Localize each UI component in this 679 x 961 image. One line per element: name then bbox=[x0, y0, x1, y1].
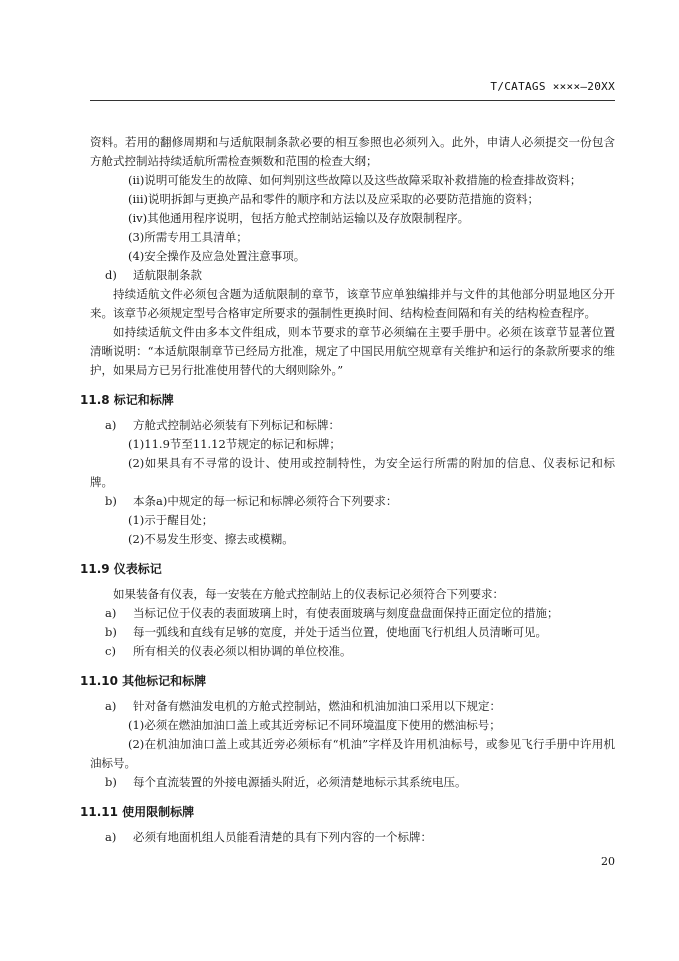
item-label: b) bbox=[105, 494, 117, 508]
item-text: 当标记位于仪表的表面玻璃上时，有使表面玻璃与刻度盘盘面保持正面定位的措施； bbox=[133, 606, 559, 620]
item-label: d) bbox=[105, 268, 117, 282]
paragraph: 如持续适航文件由多本文件组成，则本节要求的章节必须编在主要手册中。必须在该章节显著位置清晰说明：“本适航限制章节已经局方批准，规定了中国民用航空规章有关维护和运行的条款所要求的维护，如果局方已另行批准使用替代的大纲则除外。” bbox=[90, 325, 615, 377]
header-rule bbox=[90, 100, 615, 101]
list-item bbox=[90, 642, 615, 661]
list-item: (ii)说明可能发生的故障、如何判别这些故障以及这些故障采取补救措施的检查排故资料； bbox=[128, 173, 582, 187]
list-item bbox=[90, 266, 615, 285]
item-label: a) bbox=[105, 606, 117, 620]
item-label: a) bbox=[105, 830, 117, 844]
list-item bbox=[90, 604, 615, 623]
list-item bbox=[90, 623, 615, 642]
item-text: 针对备有燃油发电机的方舱式控制站，燃油和机油加油口采用以下规定： bbox=[133, 699, 501, 713]
page-number: 20 bbox=[601, 855, 615, 868]
item-text: 方舱式控制站必须装有下列标记和标牌： bbox=[133, 418, 340, 432]
paragraph: 持续适航文件必须包含题为适航限制的章节，该章节应单独编排并与文件的其他部分明显地区分开来。该章节必须规定型号合格审定所要求的强制性更换时间、结构检查间隔和有关的结构检查程序。 bbox=[90, 287, 615, 320]
paragraph: 资料。若用的翻修周期和与适航限制条款必要的相互参照也必须列入。此外，申请人必须提交一份包含方舱式控制站持续适航所需检查频数和范围的检查大纲； bbox=[90, 135, 615, 168]
list-item: (2)如果具有不寻常的设计、使用或控制特性，为安全运行所需的附加的信息、仪表标记和标牌。 bbox=[90, 456, 615, 489]
section-heading: 11.9 仪表标记 bbox=[80, 562, 162, 576]
section-heading: 11.11 使用限制标牌 bbox=[80, 805, 195, 819]
item-label: a) bbox=[105, 418, 117, 432]
item-text: 本条a)中规定的每一标记和标牌必须符合下列要求： bbox=[133, 494, 398, 508]
item-text: 适航限制条款 bbox=[133, 268, 202, 282]
section-heading: 11.10 其他标记和标牌 bbox=[80, 674, 207, 688]
item-text: 所有相关的仪表必须以相协调的单位校准。 bbox=[133, 644, 352, 658]
item-label: b) bbox=[105, 775, 117, 789]
list-item bbox=[90, 828, 615, 847]
list-item: (2)不易发生形变、擦去或模糊。 bbox=[128, 532, 294, 546]
item-label: b) bbox=[105, 625, 117, 639]
item-text: 每个直流装置的外接电源插头附近，必须清楚地标示其系统电压。 bbox=[133, 775, 467, 789]
paragraph: 如果装备有仪表，每一安装在方舱式控制站上的仪表标记必须符合下列要求： bbox=[113, 587, 504, 601]
document-code: T/CATAGS ××××—20XX bbox=[490, 80, 615, 93]
list-item: (iv)其他通用程序说明，包括方舱式控制站运输以及存放限制程序。 bbox=[128, 211, 470, 225]
item-text: 必须有地面机组人员能看清楚的具有下列内容的一个标牌： bbox=[133, 830, 432, 844]
list-item: (2)在机油加油口盖上或其近旁必须标有“机油”字样及许用机油标号，或参见飞行手册中许用机油标号。 bbox=[90, 737, 615, 770]
item-text: 每一弧线和直线有足够的宽度，并处于适当位置，使地面飞行机组人员清晰可见。 bbox=[133, 625, 547, 639]
list-item: (iii)说明拆卸与更换产品和零件的顺序和方法以及应采取的必要防范措施的资料； bbox=[128, 192, 540, 206]
list-item bbox=[90, 492, 615, 511]
page-content bbox=[80, 133, 615, 847]
item-label: a) bbox=[105, 699, 117, 713]
list-item bbox=[90, 416, 615, 435]
item-label: c) bbox=[105, 644, 116, 658]
list-item: (1)必须在燃油加油口盖上或其近旁标记不同环境温度下使用的燃油标号； bbox=[128, 718, 501, 732]
list-item bbox=[90, 697, 615, 716]
section-heading: 11.8 标记和标牌 bbox=[80, 393, 174, 407]
list-item bbox=[90, 773, 615, 792]
list-item: (3)所需专用工具清单； bbox=[128, 230, 248, 244]
list-item: (4)安全操作及应急处置注意事项。 bbox=[128, 249, 306, 263]
list-item: (1)示于醒目处； bbox=[128, 513, 214, 527]
list-item: (1)11.9节至11.12节规定的标记和标牌； bbox=[128, 437, 341, 451]
